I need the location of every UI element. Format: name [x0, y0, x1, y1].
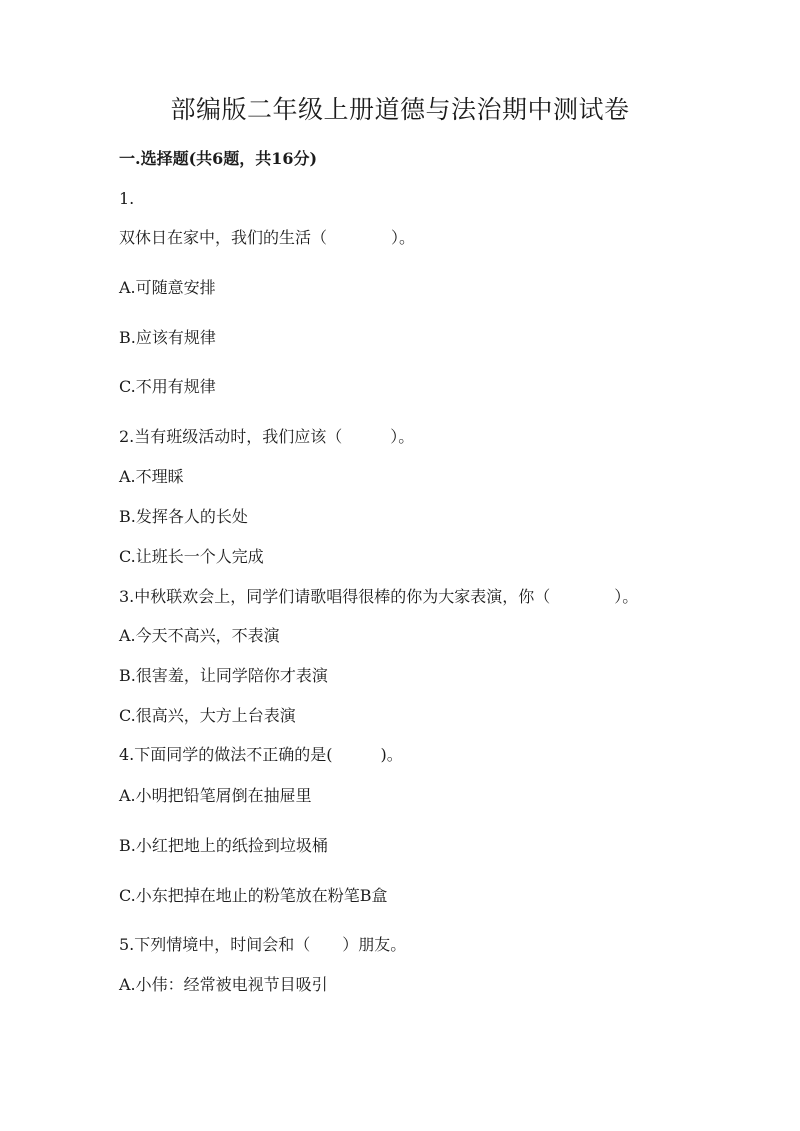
- question-2-option-b: B.发挥各人的长处: [119, 507, 248, 526]
- question-1-stem: 双休日在家中，我们的生活（ ）。: [119, 228, 416, 247]
- question-4-option-b: B.小红把地上的纸捡到垃圾桶: [119, 836, 328, 855]
- question-3-option-c: C.很高兴，大方上台表演: [119, 706, 296, 725]
- question-5-stem: 5.下列情境中，时间会和（ ）朋友。: [119, 935, 407, 954]
- question-5-option-a: A.小伟：经常被电视节目吸引: [119, 975, 328, 994]
- question-3-stem: 3.中秋联欢会上，同学们请歌唱得很棒的你为大家表演，你（ ）。: [119, 587, 639, 606]
- question-3-option-a: A.今天不高兴，不表演: [119, 626, 280, 645]
- question-2-stem: 2.当有班级活动时，我们应该（ ）。: [119, 427, 415, 446]
- question-1-option-a: A.可随意安排: [119, 278, 216, 297]
- question-4-stem: 4.下面同学的做法不正确的是( )。: [119, 745, 403, 764]
- question-1-option-c: C.不用有规律: [119, 377, 216, 396]
- question-1-option-b: B.应该有规律: [119, 328, 216, 347]
- question-2-option-c: C.让班长一个人完成: [119, 547, 264, 566]
- question-3-option-b: B.很害羞，让同学陪你才表演: [119, 666, 328, 685]
- question-1-number: 1.: [119, 189, 135, 208]
- question-2-option-a: A.不理睬: [119, 467, 184, 486]
- question-4-option-a: A.小明把铅笔屑倒在抽屉里: [119, 786, 312, 805]
- page-title: 部编版二年级上册道德与法治期中测试卷: [170, 95, 630, 124]
- section-header: 一.选择题(共6题，共16分): [119, 149, 318, 168]
- question-4-option-c: C.小东把掉在地止的粉笔放在粉笔B盒: [119, 886, 388, 905]
